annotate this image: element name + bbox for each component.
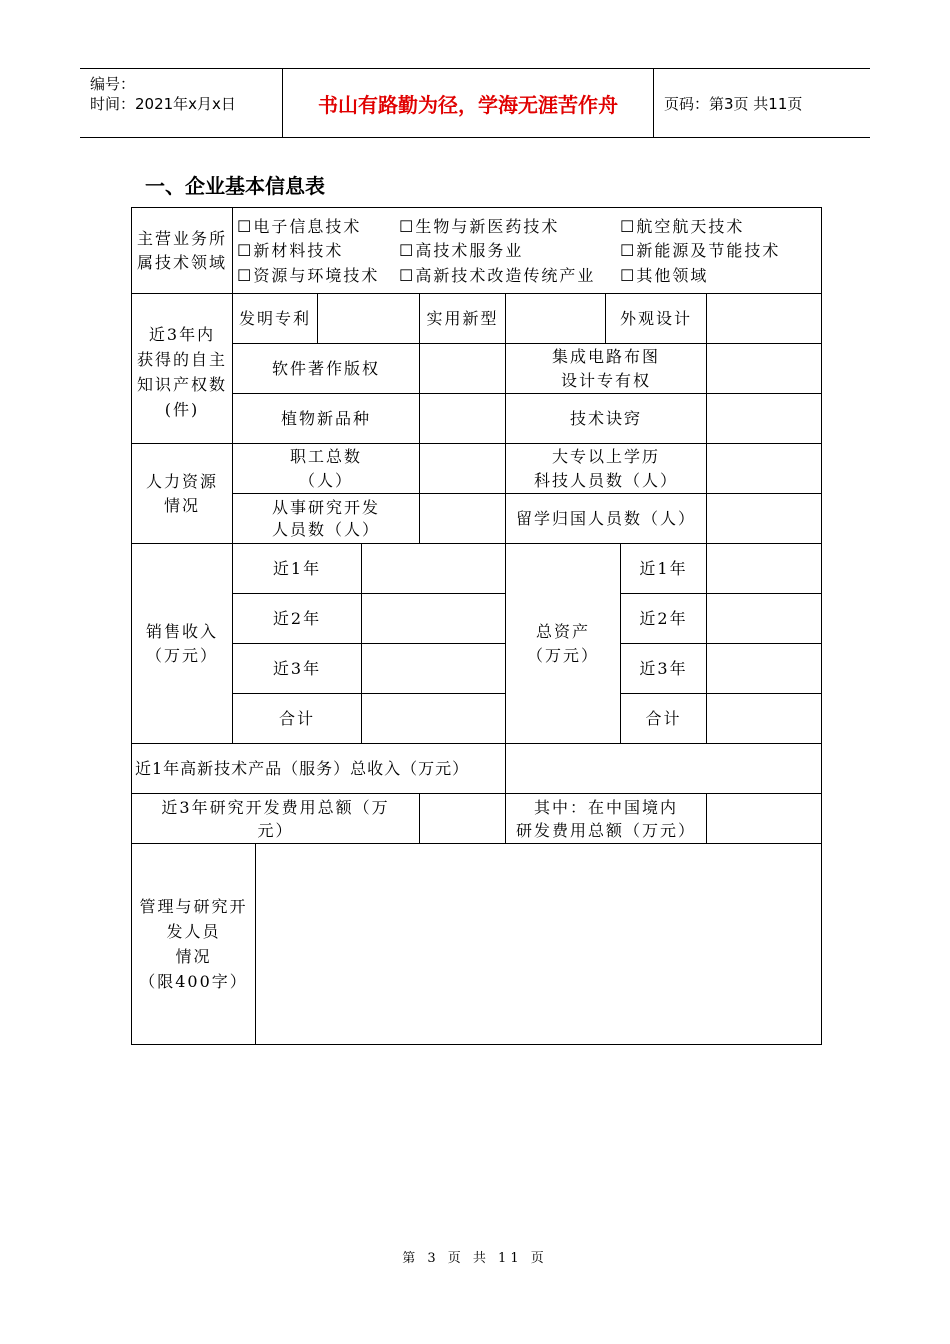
sales-year1-label: 近1年 <box>272 558 322 578</box>
hr-label <box>132 444 232 543</box>
time-label: 时间：2021年x月x日 <box>90 95 236 113</box>
sales-year2-value[interactable] <box>362 594 505 643</box>
mgmt-label-line3: 情况 <box>175 947 212 966</box>
sales-label <box>132 544 232 743</box>
ip-label-line3: 知识产权数 <box>136 375 227 394</box>
option-aerospace[interactable]: ☐航空航天技术 <box>620 217 745 236</box>
header-meta <box>80 69 283 137</box>
rd-staff-value[interactable] <box>420 494 505 543</box>
option-other[interactable]: ☐其他领域 <box>620 266 709 285</box>
tech-domain-label <box>132 227 232 275</box>
tech-secret-value[interactable] <box>707 394 821 443</box>
page-footer: 第 3 页 共 11 页 <box>402 1251 548 1266</box>
sales-label-line1: 销售收入 <box>145 621 218 641</box>
header-slogan: 书山有路勤为径，学海无涯苦作舟 <box>283 69 654 137</box>
staff-total-label <box>233 444 419 493</box>
sales-year1-value[interactable] <box>362 544 505 593</box>
returnees-label: 留学归国人员数（人） <box>515 508 696 528</box>
assets-year2-value[interactable] <box>707 594 821 643</box>
ic-layout-label-line1: 集成电路布图 <box>551 346 660 366</box>
ip-label-line4: (件) <box>164 400 200 419</box>
assets-label-line2: （万元） <box>526 645 599 665</box>
domestic-rd-value[interactable] <box>707 794 821 843</box>
rd-staff-label <box>233 494 419 543</box>
table-border-bottom <box>131 1044 822 1045</box>
assets-year1-value[interactable] <box>707 544 821 593</box>
assets-total-label: 合计 <box>645 708 682 728</box>
sales-year3-value[interactable] <box>362 644 505 693</box>
assets-year3-label: 近3年 <box>639 658 688 678</box>
section-title: 一、企业基本信息表 <box>145 174 325 198</box>
mgmt-label-line1: 管理与研究开 <box>139 897 248 916</box>
option-resources-environment[interactable]: ☐资源与环境技术 <box>237 266 380 285</box>
option-hitech-service[interactable]: ☐高技术服务业 <box>399 241 524 260</box>
tech-secret-label: 技术诀窍 <box>569 408 642 428</box>
assets-year1-label: 近1年 <box>639 558 688 578</box>
sales-year3-label: 近3年 <box>272 658 322 678</box>
software-copyright-value[interactable] <box>420 344 505 393</box>
rd-staff-line1: 从事研究开发 <box>271 497 380 517</box>
utility-model-label: 实用新型 <box>426 308 499 328</box>
design-label: 外观设计 <box>619 308 692 328</box>
assets-label-line1: 总资产 <box>535 621 590 641</box>
mgmt-label-line4: （限400字） <box>139 972 248 991</box>
college-staff-line2: 科技人员数（人） <box>533 470 678 490</box>
ip-label <box>132 317 232 427</box>
page-header <box>80 68 870 138</box>
assets-year3-value[interactable] <box>707 644 821 693</box>
returnees-value[interactable] <box>707 494 821 543</box>
option-traditional-upgrade[interactable]: ☐高新技术改造传统产业 <box>399 266 596 285</box>
option-electronic-info[interactable]: ☐电子信息技术 <box>237 217 362 236</box>
sales-label-line2: （万元） <box>145 645 218 665</box>
hr-label-line1: 人力资源 <box>145 471 218 491</box>
ip-label-line1: 近3年内 <box>148 325 216 344</box>
plant-variety-label: 植物新品种 <box>280 408 371 428</box>
domestic-rd-label <box>506 794 706 843</box>
utility-model-value[interactable] <box>506 294 605 343</box>
option-new-materials[interactable]: ☐新材料技术 <box>237 241 344 260</box>
ic-layout-label <box>506 344 706 393</box>
ic-layout-label-line2: 设计专有权 <box>560 370 651 390</box>
mgmt-label <box>132 844 255 1044</box>
table-border-right <box>821 207 822 1045</box>
assets-label <box>506 544 620 743</box>
rd-expense-line2: 元） <box>257 820 294 840</box>
ic-layout-value[interactable] <box>707 344 821 393</box>
design-value[interactable] <box>707 294 821 343</box>
hitech-income-label: 近1年高新技术产品（服务）总收入（万元） <box>135 758 470 778</box>
assets-year2-label: 近2年 <box>639 608 688 628</box>
rd-expense-line1: 近3年研究开发费用总额（万 <box>161 797 390 817</box>
rd-expense-value[interactable] <box>420 794 505 843</box>
ip-label-line2: 获得的自主 <box>136 350 227 369</box>
software-copyright-label: 软件著作版权 <box>271 358 380 378</box>
staff-total-line2: （人） <box>298 470 353 490</box>
rd-expense-label <box>132 794 419 843</box>
college-staff-value[interactable] <box>707 444 821 493</box>
number-label: 编号： <box>90 75 136 93</box>
sales-year2-label: 近2年 <box>272 608 322 628</box>
header-page-info: 页码：第3页 共11页 <box>664 94 803 113</box>
rd-staff-line2: 人员数（人） <box>271 519 380 539</box>
college-staff-line1: 大专以上学历 <box>551 446 660 466</box>
hr-label-line2: 情况 <box>163 495 200 515</box>
mgmt-label-line2: 发人员 <box>166 922 221 941</box>
invention-patent-label: 发明专利 <box>238 308 311 328</box>
sales-total-value[interactable] <box>362 694 505 743</box>
tech-domain-label-line2: 属技术领域 <box>136 253 227 272</box>
enterprise-info-table <box>131 207 822 1045</box>
option-bio-medicine[interactable]: ☐生物与新医药技术 <box>399 217 560 236</box>
invention-patent-value[interactable] <box>318 294 419 343</box>
tech-domain-label-line1: 主营业务所 <box>136 229 227 248</box>
table-border-top <box>131 207 822 208</box>
option-new-energy[interactable]: ☐新能源及节能技术 <box>620 241 781 260</box>
domestic-rd-line2: 研发费用总额（万元） <box>515 820 696 840</box>
domestic-rd-line1: 其中：在中国境内 <box>533 797 678 817</box>
hitech-income-value[interactable] <box>506 744 821 793</box>
sales-total-label: 合计 <box>278 708 315 728</box>
mgmt-description-area[interactable] <box>256 844 821 1044</box>
assets-total-value[interactable] <box>707 694 821 743</box>
plant-variety-value[interactable] <box>420 394 505 443</box>
staff-total-line1: 职工总数 <box>289 446 362 466</box>
college-staff-label <box>506 444 706 493</box>
staff-total-value[interactable] <box>420 444 505 493</box>
